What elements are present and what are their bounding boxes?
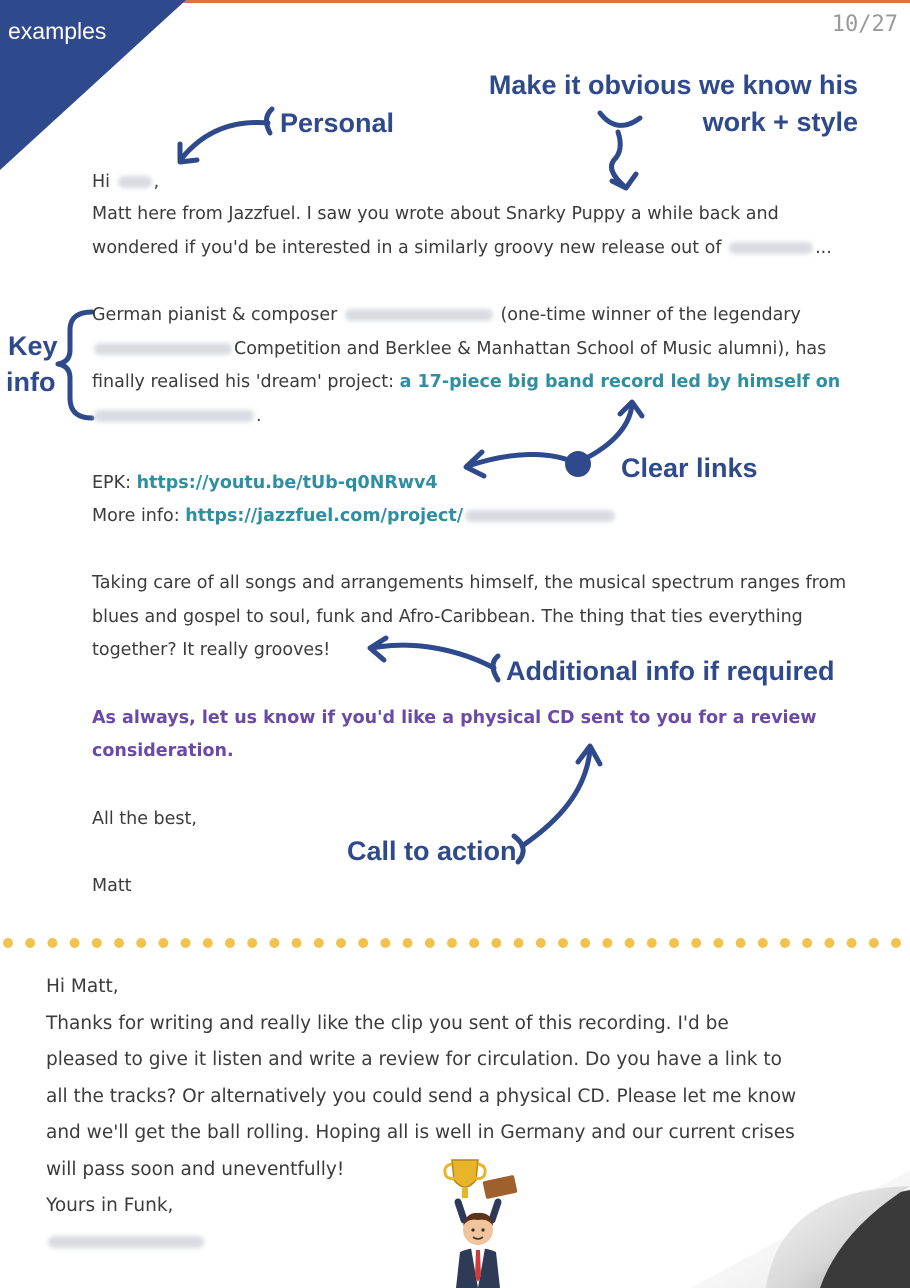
pitch-signoff: All the best, [92,809,197,829]
pitch-p3-line2: blues and gospel to soul, funk and Afro-Caribbean. The thing that ties everything [92,607,803,627]
annotation-obvious-line2: work + style [702,107,858,137]
redacted-name [118,176,152,188]
annotation-key-line1: Key [8,331,58,361]
divider-dot [758,938,768,948]
divider-dot [47,938,57,948]
pitch-p2-line2 [92,338,826,360]
reply-line2: pleased to give it listen and write a review for circulation. Do you have a link to [46,1049,782,1070]
divider-dot [580,938,590,948]
pitch-p2-line1 [92,304,801,326]
reply-line4: and we'll get the ball rolling. Hoping all is well in Germany and our current crises [46,1122,795,1143]
reply-greeting: Hi Matt, [46,976,119,997]
divider-dot [847,938,857,948]
divider-dot [491,938,501,948]
divider-dot [891,938,901,948]
divider-dot [780,938,790,948]
divider-dot [136,938,146,948]
divider-dot [824,938,834,948]
pitch-p2-line4 [92,405,262,427]
divider-dot [158,938,168,948]
divider-dot [647,938,657,948]
divider-dot [3,938,13,948]
pitch-p1-line2-text: wondered if you'd be interested in a similarly groovy new release out of [92,238,722,258]
divider-dot [514,938,524,948]
annotation-personal: Personal [280,108,395,138]
divider-dot [403,938,413,948]
more-info-label: More info: [92,506,180,526]
pitch-p3-line3: together? It really grooves! [92,640,331,660]
divider-dot [736,938,746,948]
pitch-p1-line2 [92,237,832,259]
divider-dot [114,938,124,948]
divider-dot [558,938,568,948]
redacted-signature [48,1236,204,1248]
pitch-p2-line2-text: Competition and Berklee & Manhattan School of Music alumni), has [234,339,827,359]
pitch-signature: Matt [92,876,132,896]
reply-signature [46,1230,206,1254]
divider-dot [247,938,257,948]
annotation-additional-info: Additional info if required [506,656,835,686]
reply-line3: all the tracks? Or alternatively you could send a physical CD. Please let me know [46,1086,797,1107]
businessman-icon [456,1202,500,1288]
redacted-project [465,510,615,522]
pitch-greeting: Hi [92,172,111,192]
pitch-highlight: a 17-piece big band record led by himself on [399,372,841,392]
pitch-p1-line1: Matt here from Jazzfuel. I saw you wrote about Snarky Puppy a while back and [92,204,779,224]
epk-link[interactable]: https://youtu.be/tUb-q0NRwv4 [136,473,438,493]
divider-dot [625,938,635,948]
pitch-more-line [92,505,617,527]
annotation-clear-links: Clear links [621,453,758,483]
divider-dot [691,938,701,948]
pitch-cta-line2: consideration. [92,741,234,761]
divider-dot [669,938,679,948]
divider-dot [602,938,612,948]
epk-label: EPK: [92,473,131,493]
divider-dot [713,938,723,948]
pitch-p1-ellipsis: ... [815,238,832,258]
divider-dot [469,938,479,948]
pitch-p2-line4-end: . [256,406,262,426]
redacted-competition [94,343,232,355]
annotation-key-line2: info [6,367,56,397]
divider-dot [869,938,879,948]
annotation-call-to-action: Call to action [347,836,517,866]
page-number: 10/27 [831,12,898,37]
divider-dot [447,938,457,948]
redacted-composer [345,309,493,321]
divider-dot [92,938,102,948]
redacted-artist [729,242,813,254]
divider-dot [314,938,324,948]
pitch-greeting-suffix: , [153,172,160,192]
trophy-icon [445,1160,518,1199]
dotted-divider [0,934,910,952]
annotation-obvious-line1: Make it obvious we know his [488,70,858,100]
divider-dot [292,938,302,948]
divider-dot [380,938,390,948]
pitch-p2-line3 [92,371,840,393]
divider-dot [336,938,346,948]
divider-dot [802,938,812,948]
pitch-p2-line3-a: finally realised his 'dream' project: [92,372,394,392]
pitch-greeting-line [92,171,159,193]
divider-dot [225,938,235,948]
divider-dot [25,938,35,948]
divider-dot [269,938,279,948]
divider-dot [358,938,368,948]
pitch-p2-line1-b: (one-time winner of the legendary [500,305,801,325]
section-tag: examples [8,18,107,44]
reply-line5: will pass soon and uneventfully! [46,1159,345,1180]
page-curl-icon [670,1150,910,1288]
trophy-businessman-illustration [438,1150,528,1288]
reply-signoff: Yours in Funk, [46,1195,174,1216]
more-info-link[interactable]: https://jazzfuel.com/project/ [185,506,464,526]
pitch-epk-line [92,472,438,494]
pitch-cta-line1: As always, let us know if you'd like a physical CD sent to you for a review [92,708,817,728]
redacted-label [94,410,254,422]
divider-dot [536,938,546,948]
pitch-p3-line1: Taking care of all songs and arrangements himself, the musical spectrum ranges from [92,573,847,593]
divider-dot [70,938,80,948]
pitch-p2-line1-a: German pianist & composer [92,305,338,325]
divider-dot [181,938,191,948]
divider-dot [203,938,213,948]
divider-dot [425,938,435,948]
reply-line1: Thanks for writing and really like the clip you sent of this recording. I'd be [46,1013,729,1034]
